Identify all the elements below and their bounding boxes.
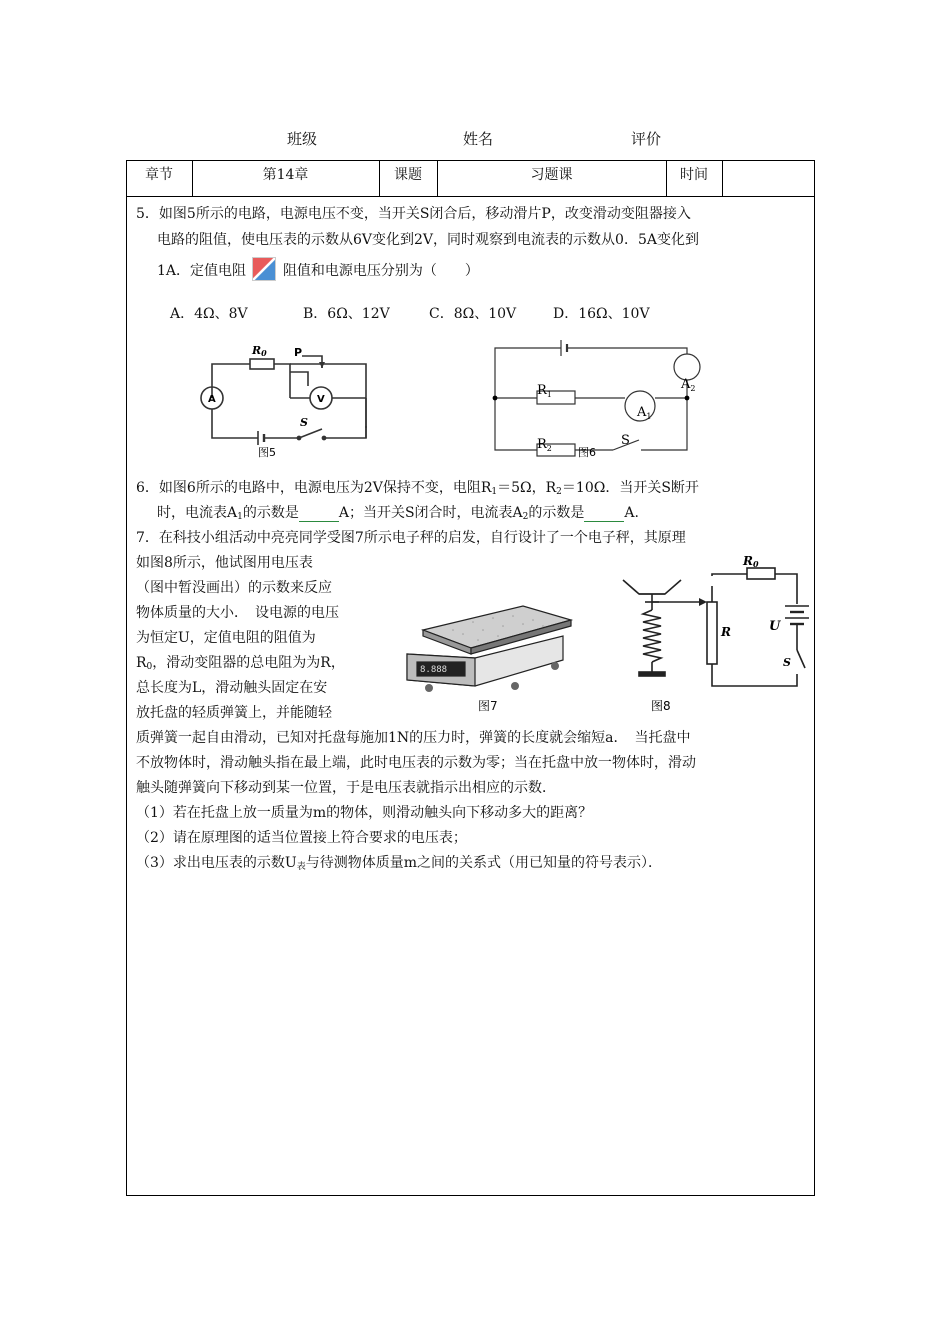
q7-sub1: （1）若在托盘上放一质量为m的物体，则滑动触头向下移动多大的距离？ bbox=[136, 805, 593, 821]
fig5-p-label: P bbox=[294, 346, 303, 359]
q5-line3b: 阻值和电源电压分别为（ ） bbox=[282, 263, 479, 279]
q5-line2: 电路的阻值，使电压表的示数从6V变化到2V，同时观察到电流表的示数从0．5A变化到 bbox=[157, 232, 699, 248]
answer-area[interactable] bbox=[136, 880, 806, 1186]
q7-left-line-3: 为恒定U，定值电阻的阻值为 bbox=[136, 630, 316, 646]
fig5-ammeter-label: A bbox=[208, 394, 216, 405]
fig6-r1-label: $R_1$ bbox=[537, 383, 552, 399]
eval-label: 评价 bbox=[631, 130, 662, 148]
q5-option-d: D．16Ω、10V bbox=[553, 306, 650, 322]
topic-label: 课题 bbox=[394, 167, 422, 183]
class-label: 班级 bbox=[287, 130, 318, 148]
q5-line3a: 1A．定值电阻 bbox=[157, 263, 247, 279]
fig7-caption: 图7 bbox=[478, 699, 498, 713]
fig8-r0-label: R0 bbox=[743, 554, 759, 569]
fig6-a2-label: $A_2$ bbox=[681, 377, 696, 393]
fig8-rheostat bbox=[707, 602, 717, 664]
q7-left-line-1: （图中暂没画出）的示数来反应 bbox=[136, 580, 332, 596]
q7-line1: 7．在科技小组活动中亮亮同学受图7所示电子秤的启发，自行设计了一个电子秤，其原理 bbox=[136, 530, 686, 546]
fig8-r0-resistor bbox=[747, 568, 775, 579]
figure-8-circuit bbox=[615, 554, 815, 722]
fig5-voltmeter-label: V bbox=[317, 394, 325, 405]
q7-left-line-0: 如图8所示，他试图用电压表 bbox=[136, 555, 313, 571]
resistor-image-icon bbox=[252, 257, 276, 281]
fig6-caption: 图6 bbox=[578, 446, 596, 459]
fig8-r-label: R bbox=[721, 625, 731, 639]
q5-option-a: A．4Ω、8V bbox=[170, 306, 248, 322]
figure-7-scale bbox=[403, 600, 575, 722]
fig5-caption: 图5 bbox=[258, 446, 276, 459]
svg-text:8.888: 8.888 bbox=[420, 665, 448, 675]
q5-line1: 5．如图5所示的电路，电源电压不变，当开关S闭合后，移动滑片P，改变滑动变阻器接入 bbox=[136, 206, 691, 222]
table-header-row bbox=[126, 160, 815, 197]
fig5-r0-label: R0 bbox=[252, 344, 267, 358]
q7-sub2: （2）请在原理图的适当位置接上符合要求的电压表； bbox=[136, 830, 467, 846]
q7-sub3: （3）求出电压表的示数$U_表$与待测物体质量m之间的关系式（用已知量的符号表示）． bbox=[136, 855, 663, 872]
name-label: 姓名 bbox=[463, 130, 494, 148]
q7-full-line-1: 不放物体时，滑动触头指在最上端，此时电压表的示数为零；当在托盘中放一物体时，滑动 bbox=[136, 755, 696, 771]
q7-left-line-4: $R_0$，滑动变阻器的总电阻为为R， bbox=[136, 655, 345, 672]
fig8-s-label: S bbox=[783, 656, 791, 669]
fig8-caption: 图8 bbox=[651, 699, 671, 713]
q6-line1: 6．如图6所示的电路中，电源电压为2V保持不变，电阻$R_1=5\Omega$，$R_2=10\Omega$．当开关S断开 bbox=[136, 480, 699, 497]
q6-line2: 时，电流表$A_1$的示数是 A；当开关S闭合时，电流表$A_2$的示数是 A. bbox=[157, 505, 639, 522]
figure-6-circuit bbox=[485, 336, 710, 462]
q7-left-line-7: 放托盘的轻质弹簧上，并能随轻 bbox=[136, 705, 332, 721]
chapter-value: 第14章 bbox=[262, 167, 309, 183]
q7-full-line-0: 质弹簧一起自由滑动，已知对托盘每施加1N的压力时，弹簧的长度就会缩短a． 当托盘中 bbox=[136, 730, 691, 746]
q6-blank-1[interactable] bbox=[299, 507, 339, 522]
q6-blank-2[interactable] bbox=[584, 507, 624, 522]
fig6-switch-label: S bbox=[621, 433, 630, 448]
fig8-u-label: U bbox=[769, 619, 781, 634]
header-line bbox=[0, 128, 950, 148]
fig6-a1-label: $A_1$ bbox=[637, 405, 652, 421]
fig5-switch-label: S bbox=[300, 416, 308, 429]
fig6-r2-label: $R_2$ bbox=[537, 437, 552, 453]
q5-option-b: B．6Ω、12V bbox=[303, 306, 390, 322]
q7-full-line-2: 触头随弹簧向下移动到某一位置，于是电压表就指示出相应的示数． bbox=[136, 780, 556, 796]
figure-5-circuit bbox=[190, 338, 390, 462]
time-label: 时间 bbox=[680, 167, 708, 183]
q5-option-c: C．8Ω、10V bbox=[429, 306, 517, 322]
q7-left-line-2: 物体质量的大小． 设电源的电压 bbox=[136, 605, 339, 621]
q7-left-line-6: 总长度为L，滑动触头固定在安 bbox=[136, 680, 328, 696]
fig5-r0-resistor bbox=[250, 359, 274, 369]
topic-value: 习题课 bbox=[530, 167, 573, 183]
chapter-label: 章节 bbox=[145, 167, 173, 183]
q5-line3 bbox=[157, 257, 479, 281]
